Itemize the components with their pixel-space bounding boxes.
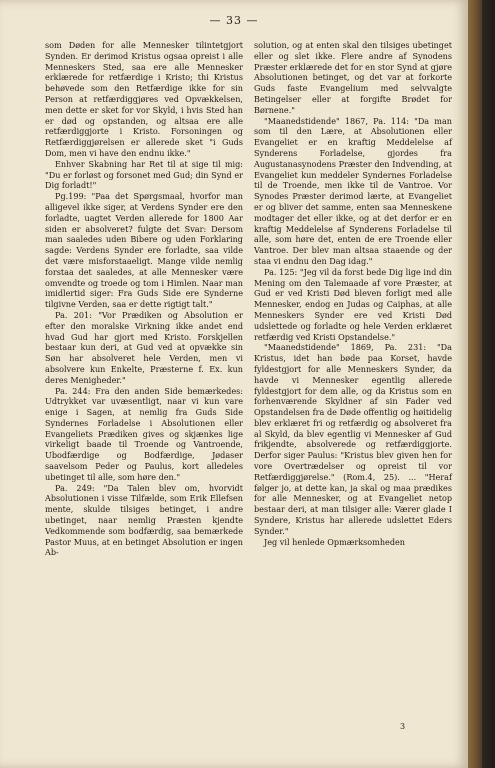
left-text-column [45, 40, 243, 558]
paragraph: Pa. 244: Fra den anden Side bemærkedes: Udtrykket var uvæsentligt, naar vi kun vare enige i Sagen, at nemlig fra Guds Side Syndernes Forladelse i Absolutionen eller Evangeliets Prædiken gives og skjænkes lige virkeligt baade til Troende og Vantroende, Ubodfærdige og Bodfærdige, Jødaser saavelsom Peder og Paulus, kort alledeles ubetinget til alle, som høre den." [45, 385, 243, 482]
book-spine [468, 0, 482, 768]
paragraph: Enhver Skabning har Ret til at sige til mig: "Du er forløst og forsonet med Gud; din Synd er Dig forladt!" [45, 158, 243, 191]
right-text-column [254, 40, 452, 547]
page-edge [482, 0, 495, 768]
paragraph: Jeg vil henlede Opmærksomheden [264, 536, 406, 547]
paragraph: Pa. 125: "Jeg vil da forst bede Dig lige ind din Mening om den Talemaade af vore Præster, at Gud er ved Kristi Død bleven forligt med alle Mennesker, endog en Judas og Caiphas, at alle Menneskers Synder ere ved Kristi Død udslettede og forladte og hele Verden erklæret retfærdig ved Kristi Opstandelse." [254, 266, 452, 342]
paragraph: som Døden for alle Mennesker tilintetgjort Synden. Er derimod Kristus ogsaa opreist i alle Menneskers Sted, saa ere alle Mennesker erklærede for retfærdige i Kristo; thi Kristus behøvede som den Retfærdige ikke for sin Person at retfærdiggjøres ved Opvækkelsen, men dette er sket for vor Skyld, i hvis Sted han er død og opstanden, og altsaa ere alle retfærdiggjorte i Kristo. Forsoningen og Retfærdiggjørelsen er allerede sket "i Guds Dom, men vi have den endnu ikke." [45, 40, 243, 158]
paragraph: Pg.199: "Paa det Spørgsmaal, hvorfor man alligevel ikke siger, at Verdens Synder ere den forladte, uagtet Verden allerede for 1800 Aar siden er absolveret? fulgte det Svar: Dersom man saaledes uden Bibere og uden Forklaring sagde: Verdens Synder ere forladte, saa vilde det være misforstaaeligt. Mange vilde nemlig forstaa det saaledes, at alle Mennesker være omvendte og troede og tom i Himlen. Naar man imidlertid siger: Fra Guds Side ere Synderne tilgivne Verden, saa er dette rigtigt talt." [45, 191, 243, 310]
paragraph: "Maanedstidende" 1869, Pa. 231: "Da Kristus, idet han bøde paa Korset, havde fyldestgjort for alle Menneskers Synder, da havde vi Mennesker egentlig allerede fyldestgjort for dem alle, og da Kristus som en forhenværende Skyldner af sin Fader ved Opstandelsen fra de Døde offentlig og høitidelig blev erklæret fri og retfærdig og absolveret fra al Skyld, da blev egentlig vi Mennesker af Gud frikjendte, absolverede og retfærdiggjorte. Derfor siger Paulus: "Kristus blev given hen for vore Overtrædelser og opreist til vor Retfærdiggjørelse." (Rom.4, 25). ... "Heraf følger jo, at dette kan, ja skal og maa prædikes for alle Mennesker, og at Evangeliet netop bestaar deri, at man tilsiger alle: Værer glade I Syndere, Kristus har allerede udslettet Eders Synder." [254, 342, 452, 536]
paragraph: "Maanedstidende" 1867, Pa. 114: "Da man som til den Lære, at Absolutionen eller Evangeliet er en kraftig Meddelelse af Synderens Forladelse, gjordes fra Augustanasynodens Præster den Indvending, at Evangeliet kun meddeler Syndernes Forladelse til de Troende, men ikke til de Vantroe. Vor Synodes Præster derimod lærte, at Evangeliet er og bliver det samme, enten saa Menneskene modtager det eller ikke, og at det derfor er en kraftig Meddelelse af Synderens Forladelse til alle, som høre det, enten de ere Troende eller Vantroe. Der blev man altsaa staaende og der staa vi endnu den Dag idag." [254, 115, 452, 266]
paragraph: Pa. 201: "Vor Prædiken og Absolution er efter den moralske Virkning ikke andet end hvad Gud har gjort med Kristo. Forskjellen bestaar kun deri, at Gud ved at opvække sin Søn har absolveret hele Verden, men vi absolvere kun Enkelte, Præsterne f. Ex. kun deres Menigheder." [45, 309, 243, 385]
signature-mark: 3 [400, 722, 406, 731]
paragraph: Pa. 249: "Da Talen blev om, hvorvidt Absolutionen i visse Tilfælde, som Erik Ellefsen mente, skulde tilsiges betinget, i andre ubetinget, naar nemlig Præsten kjendte Vedkommende som bodfærdig, saa bemærkede Pastor Muus, at en betinget Absolution er ingen Ab- [45, 482, 243, 558]
page-number: — 33 — [209, 14, 259, 27]
paragraph: solution, og at enten skal den tilsiges ubetinget eller og slet ikke. Flere andre af Synodens Præster erklærede det for en stor Synd at gjøre Absolutionen betinget, og det var at forkorte Guds faste Evangelium med selvvalgte Betingelser eller at forgifte Brødet for Børnene." [254, 40, 452, 115]
